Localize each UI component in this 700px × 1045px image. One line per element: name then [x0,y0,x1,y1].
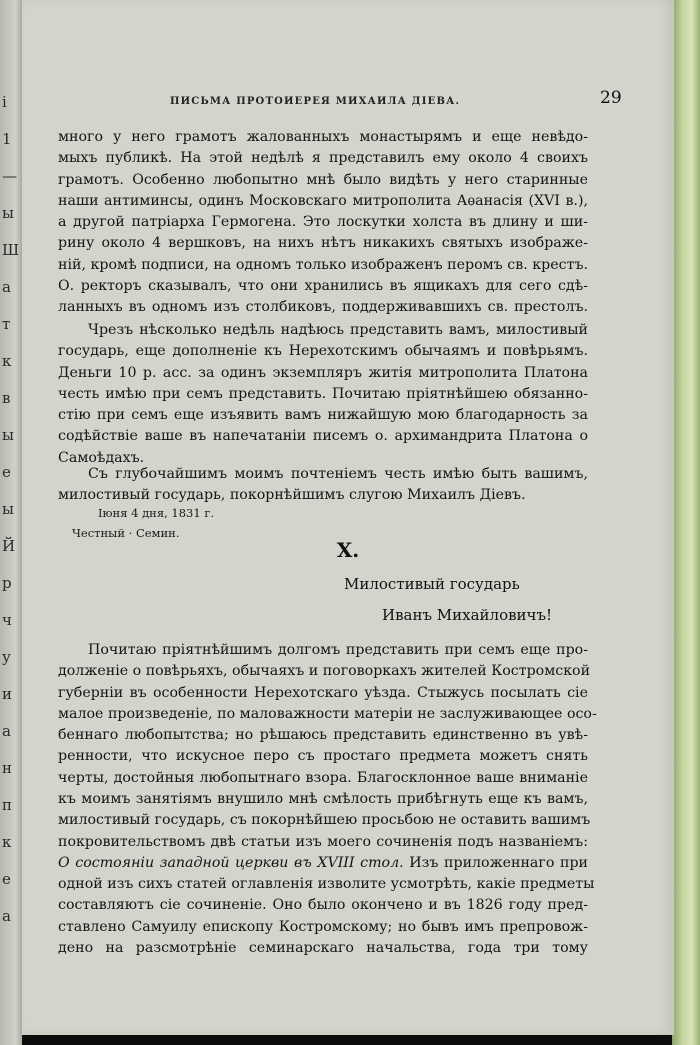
text-line: ренности, что искусное перо съ простаго предмета можетъ снять [58,748,588,765]
closing-paragraph [58,464,588,507]
text-line: губерніи въ особенности Нерехотскаго уѣзда. Стыжусь посылать сіе [58,684,588,701]
salutation-line-1: Милостивый государь [344,575,520,593]
book-cover-edge [672,0,700,1045]
adjacent-page-fragment: р [2,574,12,592]
text-line: долженіе о повѣрьяхъ, обычаяхъ и поговоркахъ жителей Костромской [58,663,591,680]
text-line: О. ректоръ сказывалъ, что они хранились въ ящикахъ для сего сдѣ- [58,278,588,295]
text-line: а другой патріарха Гермогена. Это лоскутки холста въ длину и ши- [58,214,588,231]
adjacent-page-fragment: в [2,389,11,407]
adjacent-page-fragment: к [2,833,12,851]
adjacent-page-fragment: а [2,278,11,296]
text-line: стію при семъ еще изъявить вамъ нижайшую мою благодарность за [58,407,588,424]
text-line: содѣйствіе ваше въ напечатаніи писемъ о. архимандрита Платона о [58,428,588,445]
adjacent-page-fragment: е [2,463,11,481]
book-page [22,0,674,1035]
text-line: Съ глубочайшимъ моимъ почтеніемъ честь имѣю быть вашимъ, [88,466,588,482]
text-line: составляютъ сіе сочиненіе. Оно было окончено и въ 1826 году пред- [58,897,588,914]
adjacent-page-fragment: 1 [2,130,12,148]
text-line: черты, достойныя любопытнаго взора. Благосклонное ваше вниманіе [58,769,588,786]
italic-line-rest: Изъ приложеннаго при [403,855,588,871]
text-line: государь, еще дополненіе къ Нерехотскимъ обычаямъ и повѣрьямъ. [58,343,588,360]
text-line: беннаго любопытства; но рѣшаюсь представить единственно въ увѣ- [58,727,588,744]
text-line: покровительствомъ двѣ статьи изъ моего сочиненія подъ названіемъ: [58,833,588,850]
adjacent-page-fragment: у [2,648,11,666]
text-line: милостивый государь, съ покорнѣйшею просьбою не оставить вашимъ [58,812,591,829]
adjacent-page-fragment: Ш [2,241,20,259]
salutation-line-2: Иванъ Михайловичъ! [382,606,553,624]
letter-place: Честный · Семин. [72,526,180,540]
letter-number: X. [336,538,360,562]
text-line: малое произведеніе, по маловажности матеріи не заслуживающее осо- [58,705,597,722]
paragraph-2 [58,320,588,469]
adjacent-page-fragment: п [2,796,12,814]
adjacent-page-fragment: и [2,685,12,703]
adjacent-page-fragment: ы [2,500,14,518]
signature-block [58,503,588,543]
adjacent-page-fragment: к [2,352,12,370]
text-line: одной изъ сихъ статей оглавленія изволите усмотрѣть, какіе предметы [58,876,595,892]
adjacent-page-fragment: а [2,722,11,740]
text-line: честь имѣю при семъ представить. Почитаю пріятнѣйшею обязанно- [58,385,588,402]
essay-title: О состояніи западной церкви въ XVIII стол. [58,855,404,871]
running-title: ПИСЬМА ПРОТОИЕРЕЯ МИХАИЛА ДІЕВА. [170,96,461,107]
text-line: наши антиминсы, одинъ Московскаго митрополита Аѳанасія (XVI в.), [58,192,588,209]
page-number: 29 [600,88,622,108]
text-line: грамотъ. Особенно любопытно мнѣ было видѣть у него старинные [58,171,588,188]
text-line: ланныхъ въ одномъ изъ столбиковъ, поддерживавшихъ св. престолъ. [58,299,588,316]
paragraph-1 [58,127,588,319]
paragraph-4 [58,640,597,853]
adjacent-page-fragment: т [2,315,11,333]
adjacent-page-fragment: — [2,167,17,185]
adjacent-page-fragment: і [2,93,7,111]
paragraph-4-italic-line [58,853,588,874]
adjacent-page-fragment: ы [2,204,14,222]
text-line: много у него грамотъ жалованныхъ монастырямъ и еще невѣдо- [58,129,588,145]
text-line: Самоѣдахъ. [58,449,145,466]
adjacent-page-fragment: е [2,870,11,888]
text-line: милостивый государь, покорнѣйшимъ слугою Михаилъ Діевъ. [58,487,526,504]
adjacent-page-fragment: ы [2,426,14,444]
text-line: Почитаю пріятнѣйшимъ долгомъ представить при семъ еще про- [88,642,588,658]
text-line: Деньги 10 р. асс. за одинъ экземпляръ житія митрополита Платона [58,364,588,381]
adjacent-page-edge [0,0,22,1045]
text-line: ставлено Самуилу епископу Костромскому; но бывъ имъ препровож- [58,918,588,935]
text-line: ній, кромѣ подписи, на одномъ только изображенъ перомъ св. крестъ. [58,256,588,273]
text-line: мыхъ публикѣ. На этой недѣлѣ я представилъ ему около 4 своихъ [58,150,588,167]
adjacent-page-fragment: ч [2,611,12,629]
paragraph-4-continued [58,874,595,959]
letter-date: Іюня 4 дня, 1831 г. [98,506,215,520]
adjacent-page-fragment: Й [2,537,16,555]
adjacent-page-fragment: н [2,759,12,777]
adjacent-page-fragment: а [2,907,11,925]
text-line: Чрезъ нѣсколько недѣль надѣюсь представить вамъ, милостивый [88,322,588,338]
text-line: рину около 4 вершковъ, на нихъ нѣтъ никакихъ святыхъ изображе- [58,235,588,252]
text-line: къ моимъ занятіямъ внушило мнѣ смѣлость прибѣгнуть еще къ вамъ, [58,791,588,808]
text-line: дено на разсмотрѣніе семинарскаго начальства, года три тому [58,939,588,956]
